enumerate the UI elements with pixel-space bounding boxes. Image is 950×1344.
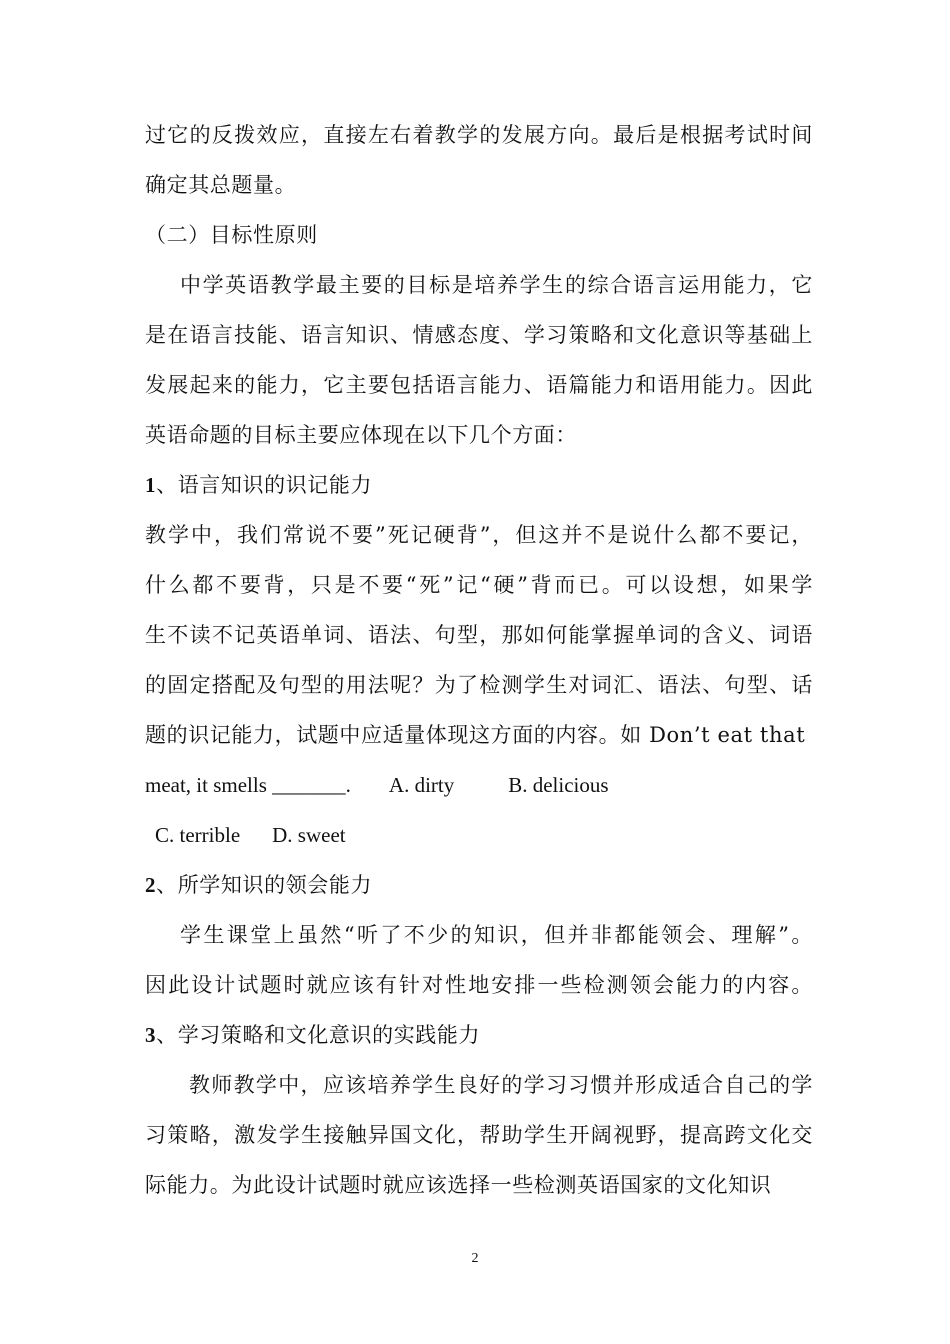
subheading-2: [145, 860, 813, 910]
paragraph-line: 的固定搭配及句型的用法呢？为了检测学生对词汇、语法、句型、话: [145, 673, 813, 697]
paragraph-line: 教学中，我们常说不要”死记硬背”，但这并不是说什么都不要记，: [145, 523, 813, 547]
paragraph-line: 习策略，激发学生接触异国文化，帮助学生开阔视野，提高跨文化交: [145, 1123, 813, 1147]
example-options: [145, 810, 813, 860]
paragraph-line: 因此设计试题时就应该有针对性地安排一些检测领会能力的内容。: [145, 973, 813, 997]
subheading-3: [145, 1010, 813, 1060]
option-d: D. sweet: [272, 823, 346, 847]
subheading-number: 3: [145, 1023, 157, 1047]
document-body: [145, 110, 813, 1210]
option-a: A. dirty: [388, 773, 455, 797]
page-number: 2: [471, 1251, 479, 1266]
paragraph-line: 确定其总题量。: [145, 173, 297, 197]
option-b: B. delicious: [508, 773, 609, 797]
subheading-text: 、所学知识的领会能力: [156, 873, 373, 897]
paragraph-line: 际能力。为此设计试题时就应该选择一些检测英语国家的文化知识: [145, 1173, 772, 1197]
subheading-number: 1: [145, 473, 157, 497]
subheading-text: 、学习策略和文化意识的实践能力: [156, 1023, 481, 1047]
option-c: C. terrible: [155, 823, 241, 847]
paragraph-line: 英语命题的目标主要应体现在以下几个方面：: [145, 423, 577, 447]
subheading-1: [145, 460, 813, 510]
paragraph-line: 什么都不要背，只是不要“死”记“硬”背而已。可以设想，如果学: [145, 573, 813, 597]
section-heading: （二）目标性原则: [145, 223, 318, 247]
paragraph-line: 中学英语教学最主要的目标是培养学生的综合语言运用能力，它: [180, 273, 813, 297]
paragraph-line: 教师教学中，应该培养学生良好的学习习惯并形成适合自己的学: [189, 1073, 813, 1097]
subheading-text: 、语言知识的识记能力: [156, 473, 373, 497]
subheading-number: 2: [145, 873, 157, 897]
paragraph-line: 生不读不记英语单词、语法、句型，那如何能掌握单词的含义、词语: [145, 623, 813, 647]
paragraph-line: 是在语言技能、语言知识、情感态度、学习策略和文化意识等基础上: [145, 323, 813, 347]
paragraph-line: 过它的反拨效应，直接左右着教学的发展方向。最后是根据考试时间: [145, 123, 813, 147]
example-question: [145, 760, 813, 810]
paragraph-line: 题的识记能力，试题中应适量体现这方面的内容。如 Don’t eat that: [145, 723, 806, 747]
paragraph-line: 学生课堂上虽然“听了不少的知识，但并非都能领会、理解”。: [180, 923, 813, 947]
paragraph-line: 发展起来的能力，它主要包括语言能力、语篇能力和语用能力。因此: [145, 373, 813, 397]
example-stem: meat, it smells _______.: [145, 773, 351, 797]
